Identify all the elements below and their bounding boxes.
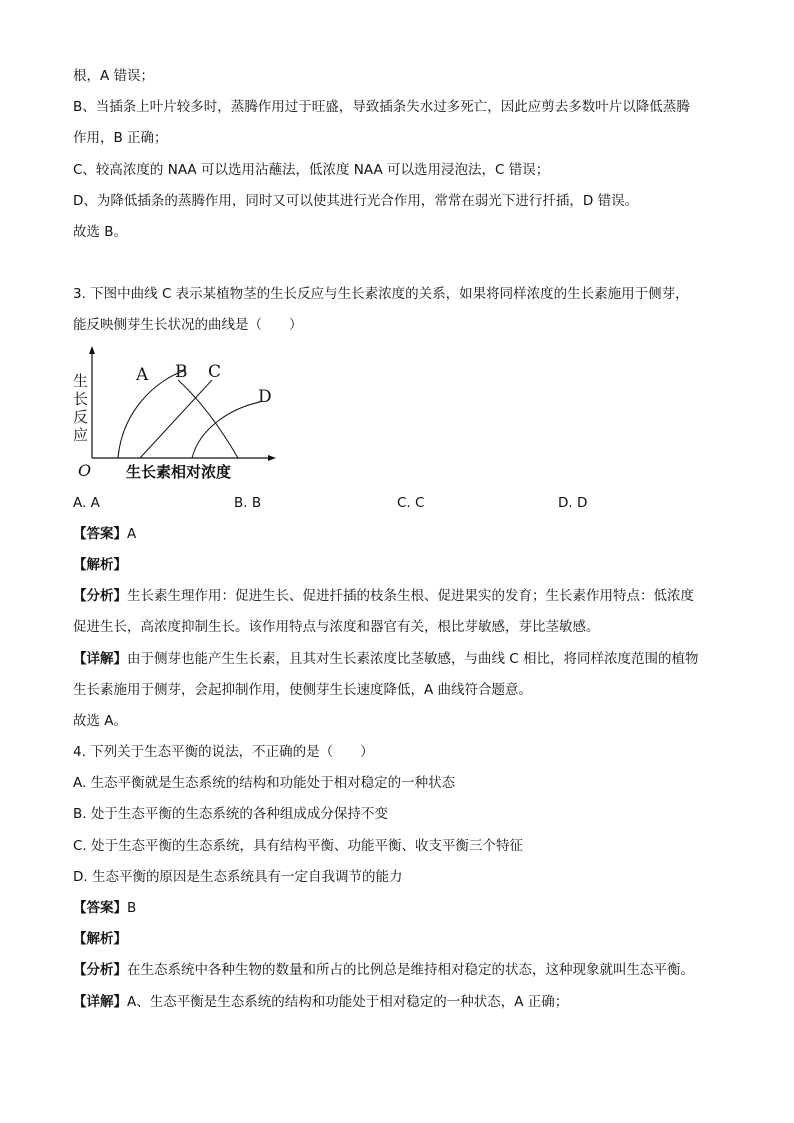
growth-response-figure <box>70 342 285 487</box>
xiangjie-text: A、生态平衡是生态系统的结构和功能处于相对稳定的一种状态，A 正确； <box>127 994 569 1010</box>
q3-option-b: B. B <box>234 495 262 511</box>
q3-stem: 3. 下图中曲线 C 表示某植物茎的生长反应与生长素浓度的关系，如果将同样浓度的生长素施用于侧芽， <box>73 286 689 302</box>
answer-value: A <box>127 526 137 542</box>
q3-option-c: C. C <box>397 495 425 511</box>
y-label-char: 反 <box>73 408 89 426</box>
xiangjie-text: 由于侧芽也能产生生长素，且其对生长素浓度比茎敏感，与曲线 C 相比，将同样浓度范围的植物 <box>127 651 699 667</box>
q4-xiangjie <box>73 992 568 1012</box>
q4-option-d: D. 生态平衡的原因是生态系统具有一定自我调节的能力 <box>73 869 403 885</box>
q3-analysis-tag: 【解析】 <box>73 557 127 573</box>
fenxi-tag: 【分析】 <box>73 588 127 604</box>
q4-option-c: C. 处于生态平衡的生态系统，具有结构平衡、功能平衡、收支平衡三个特征 <box>73 838 524 854</box>
curve-label-C: C <box>208 362 222 382</box>
q3-answer <box>73 524 136 544</box>
fenxi-text: 在生态系统中各种生物的数量和所占的比例总是维持相对稳定的状态，这种现象就叫生态平衡。 <box>127 962 694 978</box>
q3-option-d: D. D <box>558 495 588 511</box>
origin-label: O <box>78 461 92 480</box>
xiangjie-tag: 【详解】 <box>73 994 127 1010</box>
curve-D <box>192 402 260 458</box>
q3-xiangjie <box>73 649 699 669</box>
q2-text-line: 作用，B 正确； <box>73 130 168 146</box>
x-axis-arrow <box>268 455 276 461</box>
q2-text-line: D、为降低插条的蒸腾作用，同时又可以使其进行光合作用，常常在弱光下进行扦插，D 错误。 <box>73 193 639 209</box>
q2-conclusion: 故选 B。 <box>73 224 128 240</box>
q2-text-line: 根，A 错误； <box>73 68 155 84</box>
y-label-char: 生 <box>73 372 89 390</box>
q4-stem: 4. 下列关于生态平衡的说法，不正确的是（ ） <box>73 744 374 760</box>
curve-label-D: D <box>258 387 272 407</box>
answer-value: B <box>127 900 137 916</box>
q4-answer <box>73 898 136 918</box>
fenxi-tag: 【分析】 <box>73 962 127 978</box>
q2-text-line: B、当插条上叶片较多时，蒸腾作用过于旺盛，导致插条失水过多死亡，因此应剪去多数叶片以降低蒸腾 <box>73 99 690 115</box>
curve-B <box>178 380 238 458</box>
y-label-char: 长 <box>73 390 89 408</box>
q3-xiangjie-cont: 生长素施用于侧芽，会起抑制作用，使侧芽生长速度降低，A 曲线符合题意。 <box>73 682 533 698</box>
xiangjie-tag: 【详解】 <box>73 651 127 667</box>
fenxi-text: 生长素生理作用：促进生长、促进扦插的枝条生根、促进果实的发育；生长素作用特点：低浓度 <box>127 588 694 604</box>
q3-option-a: A. A <box>73 495 100 511</box>
q3-stem: 能反映侧芽生长状况的曲线是（ ） <box>73 317 303 333</box>
curve-label-A: A <box>136 365 149 385</box>
y-axis-arrow <box>89 346 95 354</box>
q4-option-a: A. 生态平衡就是生态系统的结构和功能处于相对稳定的一种状态 <box>73 775 456 791</box>
q2-text-line: C、较高浓度的 NAA 可以选用沾蘸法，低浓度 NAA 可以选用浸泡法，C 错误； <box>73 162 550 178</box>
y-label-char: 应 <box>73 426 89 444</box>
answer-tag: 【答案】 <box>73 900 127 916</box>
x-axis-label: 生长素相对浓度 <box>126 463 232 481</box>
q3-fenxi <box>73 586 694 606</box>
q4-analysis-tag: 【解析】 <box>73 931 127 947</box>
q4-option-b: B. 处于生态平衡的生态系统的各种组成成分保持不变 <box>73 806 388 822</box>
q4-fenxi <box>73 960 694 980</box>
q3-fenxi-cont: 促进生长，高浓度抑制生长。该作用特点与浓度和器官有关，根比芽敏感，芽比茎敏感。 <box>73 619 600 635</box>
curve-label-B: B <box>175 362 188 382</box>
q3-conclusion: 故选 A。 <box>73 713 128 729</box>
answer-tag: 【答案】 <box>73 526 127 542</box>
